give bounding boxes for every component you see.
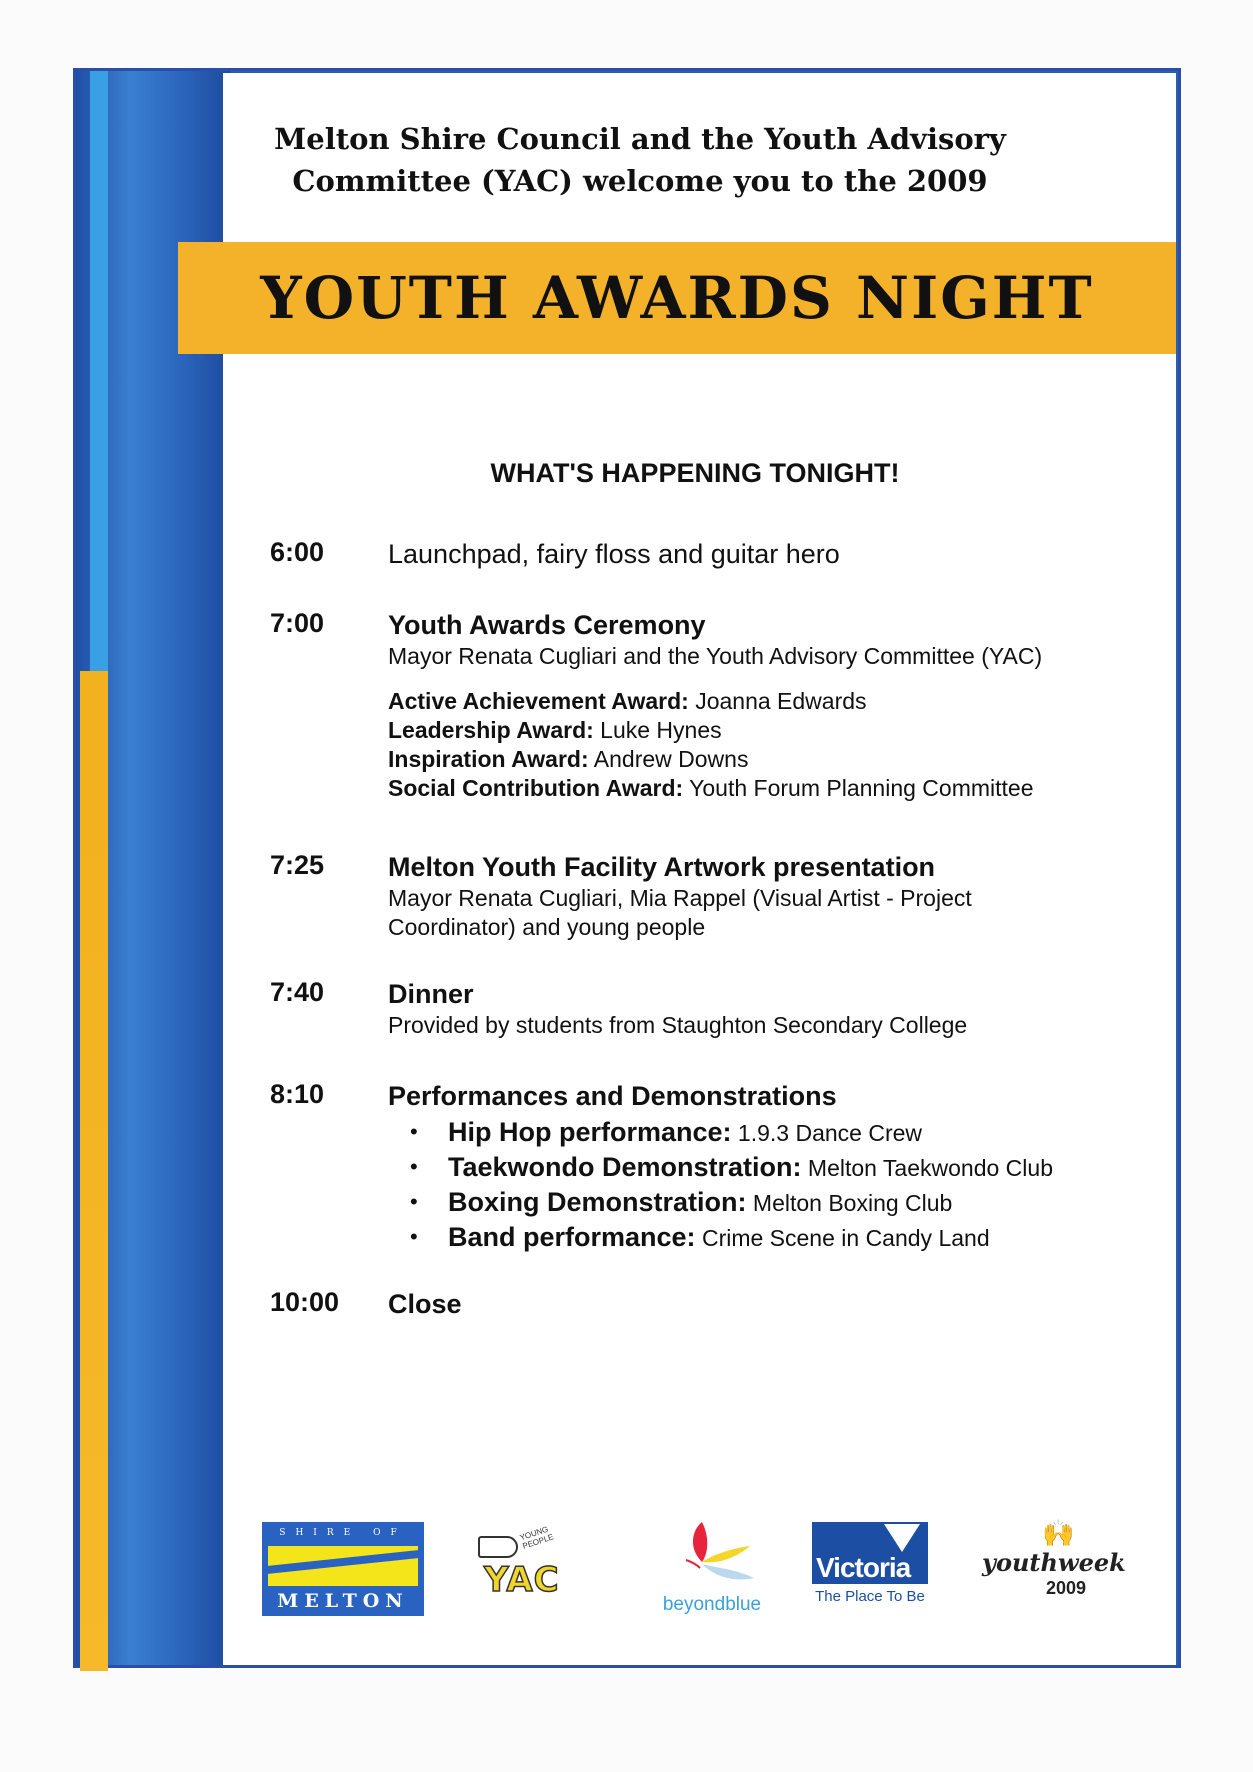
beyondblue-text: beyondblue — [662, 1594, 762, 1615]
yac-logo-tag: YOUNG PEOPLE — [518, 1524, 555, 1551]
award-row — [388, 716, 1148, 745]
schedule-time: 7:25 — [270, 850, 325, 880]
megaphone-icon — [478, 1536, 518, 1558]
schedule-subtitle: Mayor Renata Cugliari and the Youth Advisory Committee (YAC) — [388, 643, 1043, 669]
award-row — [388, 774, 1148, 803]
side-stripe-yellow — [80, 671, 108, 1671]
schedule-time: 10:00 — [270, 1287, 340, 1317]
victoria-tagline: The Place To Be — [815, 1588, 925, 1605]
performance-by: 1.9.3 Dance Crew — [737, 1120, 923, 1146]
performance-item — [388, 1220, 1148, 1255]
performance-list — [388, 1115, 1148, 1255]
award-name: Active Achievement Award: — [388, 688, 689, 714]
performance-name: Taekwondo Demonstration: — [448, 1152, 802, 1182]
award-name: Inspiration Award: — [388, 746, 589, 772]
performance-by: Melton Boxing Club — [752, 1190, 953, 1216]
melton-logo-name: MELTON — [277, 1590, 409, 1612]
sponsor-logos — [262, 1518, 1142, 1618]
title-banner — [178, 242, 1176, 354]
schedule-time: 8:10 — [270, 1079, 325, 1109]
welcome-line-1: Melton Shire Council and the Youth Advisory — [274, 122, 1006, 156]
yac-logo — [470, 1518, 580, 1618]
youth-week-year: 2009 — [1046, 1578, 1087, 1598]
award-row — [388, 687, 1148, 716]
award-row — [388, 745, 1148, 774]
performance-by: Melton Taekwondo Club — [807, 1155, 1053, 1181]
victoria-logo — [812, 1518, 928, 1618]
youth-week-text: youthweek — [982, 1548, 1126, 1577]
performance-item — [388, 1150, 1148, 1185]
schedule-title: Melton Youth Facility Artwork presentation — [388, 852, 936, 882]
banner-title: YOUTH AWARDS NIGHT — [260, 264, 1094, 332]
award-name: Social Contribution Award: — [388, 775, 684, 801]
tonight-heading: WHAT'S HAPPENING TONIGHT! — [490, 458, 900, 488]
schedule-subtitle: Provided by students from Staughton Secondary College — [388, 1012, 968, 1038]
schedule-subtitle: Mayor Renata Cugliari, Mia Rappel (Visual Artist - Project — [388, 885, 972, 911]
schedule-time: 7:00 — [270, 608, 325, 638]
welcome-line-2: Committee (YAC) welcome you to the 2009 — [292, 164, 988, 198]
schedule-title: Close — [388, 1289, 462, 1319]
schedule-subtitle: Coordinator) and young people — [388, 914, 706, 940]
performance-name: Boxing Demonstration: — [448, 1187, 747, 1217]
schedule-time: 7:40 — [270, 977, 325, 1007]
victoria-map-icon — [884, 1524, 920, 1552]
award-winner: Youth Forum Planning Committee — [689, 775, 1034, 801]
schedule-title: Dinner — [388, 979, 474, 1009]
award-winner: Andrew Downs — [593, 746, 749, 772]
schedule-title: Performances and Demonstrations — [388, 1081, 837, 1111]
schedule-title: Launchpad, fairy floss and guitar hero — [388, 539, 840, 569]
youth-week-logo — [962, 1518, 1126, 1618]
butterfly-icon — [662, 1518, 762, 1594]
award-winner: Joanna Edwards — [695, 688, 867, 714]
performance-item — [388, 1185, 1148, 1220]
schedule-title: Youth Awards Ceremony — [388, 610, 706, 640]
victoria-text: Victoria — [816, 1552, 911, 1583]
shire-of-melton-logo — [262, 1522, 424, 1616]
welcome-text — [200, 118, 1080, 202]
award-name: Leadership Award: — [388, 717, 594, 743]
performance-name: Band performance: — [448, 1222, 696, 1252]
melton-logo-top: SHIRE OF — [279, 1528, 407, 1538]
awards-list — [388, 687, 1148, 803]
award-winner: Luke Hynes — [600, 717, 722, 743]
performance-item — [388, 1115, 1148, 1150]
yac-logo-text: YAC — [484, 1560, 560, 1600]
melton-logo-graphic — [268, 1546, 418, 1586]
schedule-time: 6:00 — [270, 537, 325, 567]
performance-by: Crime Scene in Candy Land — [701, 1225, 990, 1251]
figure-icon: 🙌 — [1042, 1518, 1075, 1548]
beyondblue-logo — [652, 1518, 772, 1618]
performance-name: Hip Hop performance: — [448, 1117, 732, 1147]
